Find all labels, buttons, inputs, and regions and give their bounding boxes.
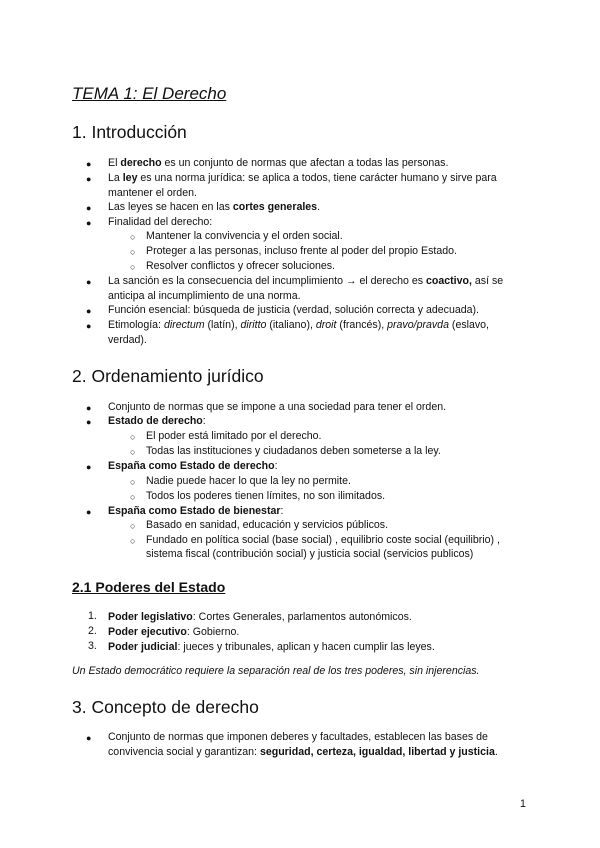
- sub-bullet: ○: [130, 262, 136, 272]
- sub-bullet: ○: [130, 447, 136, 457]
- sub-bullet: ○: [130, 432, 136, 442]
- bullet: ●: [86, 159, 92, 169]
- sub-bullet: ○: [130, 521, 136, 531]
- bullet: ●: [86, 507, 92, 517]
- list-number: 3.: [88, 640, 97, 652]
- sub-list-item: El poder está limitado por el derecho.: [146, 430, 322, 442]
- list-item: España como Estado de bienestar:: [108, 505, 284, 517]
- bullet: ●: [86, 277, 92, 287]
- list-item: La ley es una norma jurídica: se aplica a todos, tiene carácter humano y sirve para: [108, 172, 497, 184]
- bullet: ●: [86, 321, 92, 331]
- list-item: España como Estado de derecho:: [108, 460, 278, 472]
- document-title: TEMA 1: El Derecho: [72, 84, 227, 103]
- bullet: ●: [86, 733, 92, 743]
- list-item: Finalidad del derecho:: [108, 216, 213, 228]
- sub-bullet: ○: [130, 232, 136, 242]
- sub-list-item: Resolver conflictos y ofrecer soluciones.: [146, 260, 336, 272]
- page-number: 1: [520, 798, 526, 810]
- bullet: ●: [86, 174, 92, 184]
- list-item-continuation: anticipa al incumplimiento de una norma.: [108, 290, 301, 302]
- bullet: ●: [86, 403, 92, 413]
- list-item: Etimología: directum (latín), diritto (italiano), droit (francés), pravo/pravda (eslavo,: [108, 319, 490, 331]
- sub-list-item-continuation: sistema fiscal (contribución social) y justicia social (servicios publicos): [146, 548, 474, 560]
- sub-bullet: ○: [130, 492, 136, 502]
- bullet: ●: [86, 218, 92, 228]
- section-2-heading: 2. Ordenamiento jurídico: [72, 366, 264, 386]
- list-item-continuation: convivencia social y garantizan: seguridad, certeza, igualdad, libertad y justicia.: [108, 746, 498, 758]
- bullet: ●: [86, 306, 92, 316]
- sub-list-item: Fundado en política social (base social) , equilibrio coste social (equilibrio) ,: [146, 534, 500, 546]
- section-2-1-heading: 2.1 Poderes del Estado: [72, 579, 226, 595]
- list-number: 1.: [88, 610, 97, 622]
- section-1-heading: 1. Introducción: [72, 122, 187, 142]
- list-item: El derecho es un conjunto de normas que afectan a todas las personas.: [108, 157, 449, 169]
- list-item: Conjunto de normas que se impone a una sociedad para tener el orden.: [108, 401, 447, 413]
- list-item-continuation: verdad).: [108, 334, 147, 346]
- section-3-heading: 3. Concepto de derecho: [72, 697, 259, 717]
- sub-list-item: Proteger a las personas, incluso frente al poder del propio Estado.: [146, 245, 457, 257]
- bullet: ●: [86, 417, 92, 427]
- list-item: La sanción es la consecuencia del incumplimiento → el derecho es coactivo, así se: [108, 275, 504, 287]
- sub-bullet: ○: [130, 477, 136, 487]
- list-item: Poder ejecutivo: Gobierno.: [108, 626, 240, 638]
- sub-bullet: ○: [130, 247, 136, 257]
- sub-bullet: ○: [130, 536, 136, 546]
- italic-note: Un Estado democrático requiere la separación real de los tres poderes, sin injerencias.: [72, 665, 480, 677]
- list-item: Poder legislativo: Cortes Generales, parlamentos autonómicos.: [108, 611, 412, 623]
- list-item: Estado de derecho:: [108, 415, 206, 427]
- list-number: 2.: [88, 625, 97, 637]
- sub-list-item: Mantener la convivencia y el orden social.: [146, 230, 343, 242]
- bullet: ●: [86, 203, 92, 213]
- list-item: Conjunto de normas que imponen deberes y facultades, establecen las bases de: [108, 731, 488, 743]
- sub-list-item: Todos los poderes tienen límites, no son ilimitados.: [146, 490, 386, 502]
- list-item-continuation: mantener el orden.: [108, 187, 197, 199]
- sub-list-item: Nadie puede hacer lo que la ley no permite.: [146, 475, 351, 487]
- list-item: Poder judicial: jueces y tribunales, aplican y hacen cumplir las leyes.: [108, 641, 435, 653]
- bullet: ●: [86, 462, 92, 472]
- list-item: Función esencial: búsqueda de justicia (verdad, solución correcta y adecuada).: [108, 304, 479, 316]
- sub-list-item: Basado en sanidad, educación y servicios públicos.: [146, 519, 389, 531]
- sub-list-item: Todas las instituciones y ciudadanos deben someterse a la ley.: [146, 445, 441, 457]
- list-item: Las leyes se hacen en las cortes generales.: [108, 201, 321, 213]
